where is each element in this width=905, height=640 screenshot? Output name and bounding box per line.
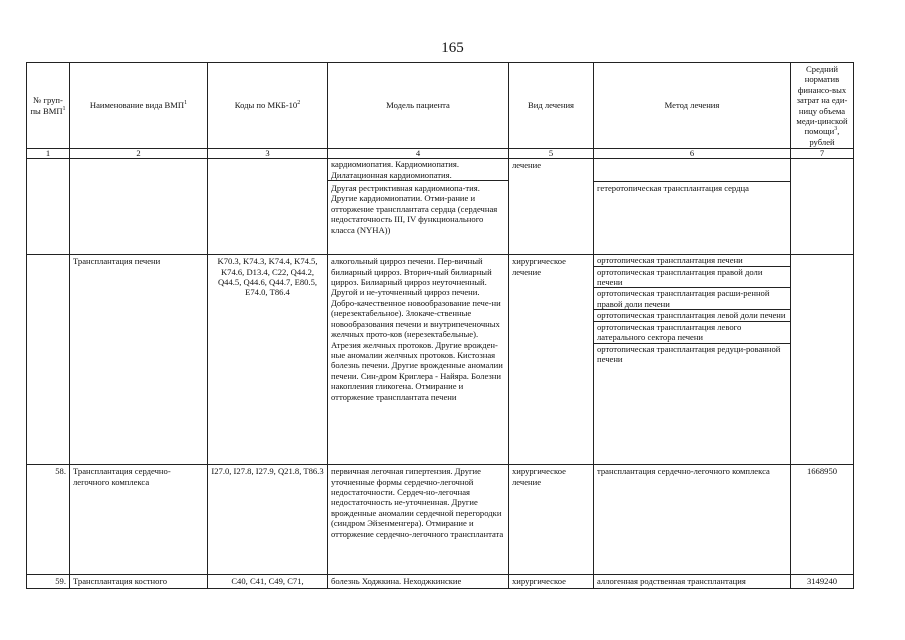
cell-treatment-type: хирургическое лечение — [509, 255, 594, 465]
cell-vmp-name: Трансплантация сердечно-легочного комплекса — [70, 465, 208, 575]
column-number: 2 — [70, 149, 208, 159]
cell-vmp-name — [70, 159, 208, 255]
header-patient-model: Модель пациента — [328, 63, 509, 149]
column-number-row — [27, 149, 854, 159]
header-cost: Средний норматив финансо-вых затрат на еди-ницу объема меди-цинской помощи$^3$, рублей — [791, 63, 854, 149]
method-item: ортотопическая трансплантация левого латерального сектора печени — [594, 322, 790, 344]
cell-treatment-type: хирургическое — [509, 575, 594, 588]
header-group-number: № груп-пы ВМП$^1$ — [27, 63, 70, 149]
cell-icd-codes: C40, C41, C49, C71, — [208, 575, 328, 588]
cell-group-number: 58. — [27, 465, 70, 575]
cell-treatment-method: аллогенная родственная трансплантация — [594, 575, 791, 588]
header-row — [27, 63, 854, 149]
cell-icd-codes: K70.3, K74.3, K74.4, K74.5, K74.6, D13.4, C22, Q44.2, Q44.5, Q44.6, Q44.7, E80.5, E74.0, T86.4 — [208, 255, 328, 465]
cell-cost — [791, 159, 854, 255]
table-row-58 — [27, 465, 854, 575]
method-item: ортотопическая трансплантация расши-ренной правой доли печени — [594, 288, 790, 310]
cell-treatment-method — [594, 159, 791, 255]
cell-patient-model: первичная легочная гипертензия. Другие уточненные формы сердечно-легочной недостаточности. Сердеч-но-легочная недостаточность не-уточненная. Другие врожденные аномалии сердечной перегородки (синдром Эйзенменгера). Отмирание и отторжение сердечно-легочного трансплантата — [328, 465, 509, 575]
vmp-table — [26, 62, 854, 589]
column-number: 3 — [208, 149, 328, 159]
method-item: гетеротопическая трансплантация сердца — [594, 181, 790, 193]
method-item: ортотопическая трансплантация печени — [594, 255, 790, 266]
cell-treatment-method: трансплантация сердечно-легочного комплекса — [594, 465, 791, 575]
column-number: 1 — [27, 149, 70, 159]
cell-icd-codes — [208, 159, 328, 255]
cell-treatment-type: хирургическое лечение — [509, 465, 594, 575]
table-row-59 — [27, 575, 854, 588]
cell-patient-model — [328, 159, 509, 255]
cell-vmp-name: Трансплантация костного — [70, 575, 208, 588]
cell-patient-model: болезнь Ходжкина. Неходжкинские — [328, 575, 509, 588]
cell-group-number — [27, 255, 70, 465]
cell-vmp-name: Трансплантация печени — [70, 255, 208, 465]
cell-cost — [791, 255, 854, 465]
patient-model-text: кардиомиопатия. Кардиомиопатия. Дилатационная кардиомиопатия. — [331, 159, 459, 180]
header-icd-codes: Коды по МКБ-$10^2$ — [208, 63, 328, 149]
method-item: ортотопическая трансплантация левой доли печени — [594, 310, 790, 321]
cell-cost: 3149240 — [791, 575, 854, 588]
cell-group-number — [27, 159, 70, 255]
column-number: 7 — [791, 149, 854, 159]
method-item: ортотопическая трансплантация правой доли печени — [594, 267, 790, 289]
cell-treatment-method — [594, 255, 791, 465]
header-vmp-name: Наименование вида ВМП$^1$ — [70, 63, 208, 149]
cell-treatment-type: лечение — [509, 159, 594, 255]
cell-patient-model: алкогольный цирроз печени. Пер-вичный билиарный цирроз. Вторич-ный билиарный цирроз. Билиарный цирроз неуточненный. Другой и не-уточненный цирроз печени. Добро-качественное новообразование пече-ни (нерезектабельное). Злокаче-ственные новообразования печени и внутрипеченочных желчных прото-ков (нерезектабельные). Атрезия желчных протоков. Другие врожден-ные аномалии желчных протоков. Кистозная болезнь печени. Другие врожденные аномалии печени. Син-дром Криглера - Найяра. Болезни накопления гликогена. Отмирание и отторжение трансплантата печени — [328, 255, 509, 465]
table-row-continuation — [27, 159, 854, 255]
cell-group-number: 59. — [27, 575, 70, 588]
header-treatment-type: Вид лечения — [509, 63, 594, 149]
patient-model-text: Другая рестриктивная кардиомиопа-тия. Другие кардиомиопатии. Отми-рание и отторжение трансплантата сердца (сердечная недостаточность III, IV функционального класса (NYHA)) — [328, 180, 508, 235]
column-number: 5 — [509, 149, 594, 159]
cell-icd-codes: I27.0, I27.8, I27.9, Q21.8, T86.3 — [208, 465, 328, 575]
cell-cost: 1668950 — [791, 465, 854, 575]
table-row-liver — [27, 255, 854, 465]
column-number: 4 — [328, 149, 509, 159]
method-item: ортотопическая трансплантация редуци-рованной печени — [597, 343, 781, 364]
column-number: 6 — [594, 149, 791, 159]
page-number: 165 — [441, 40, 464, 56]
header-treatment-method: Метод лечения — [594, 63, 791, 149]
